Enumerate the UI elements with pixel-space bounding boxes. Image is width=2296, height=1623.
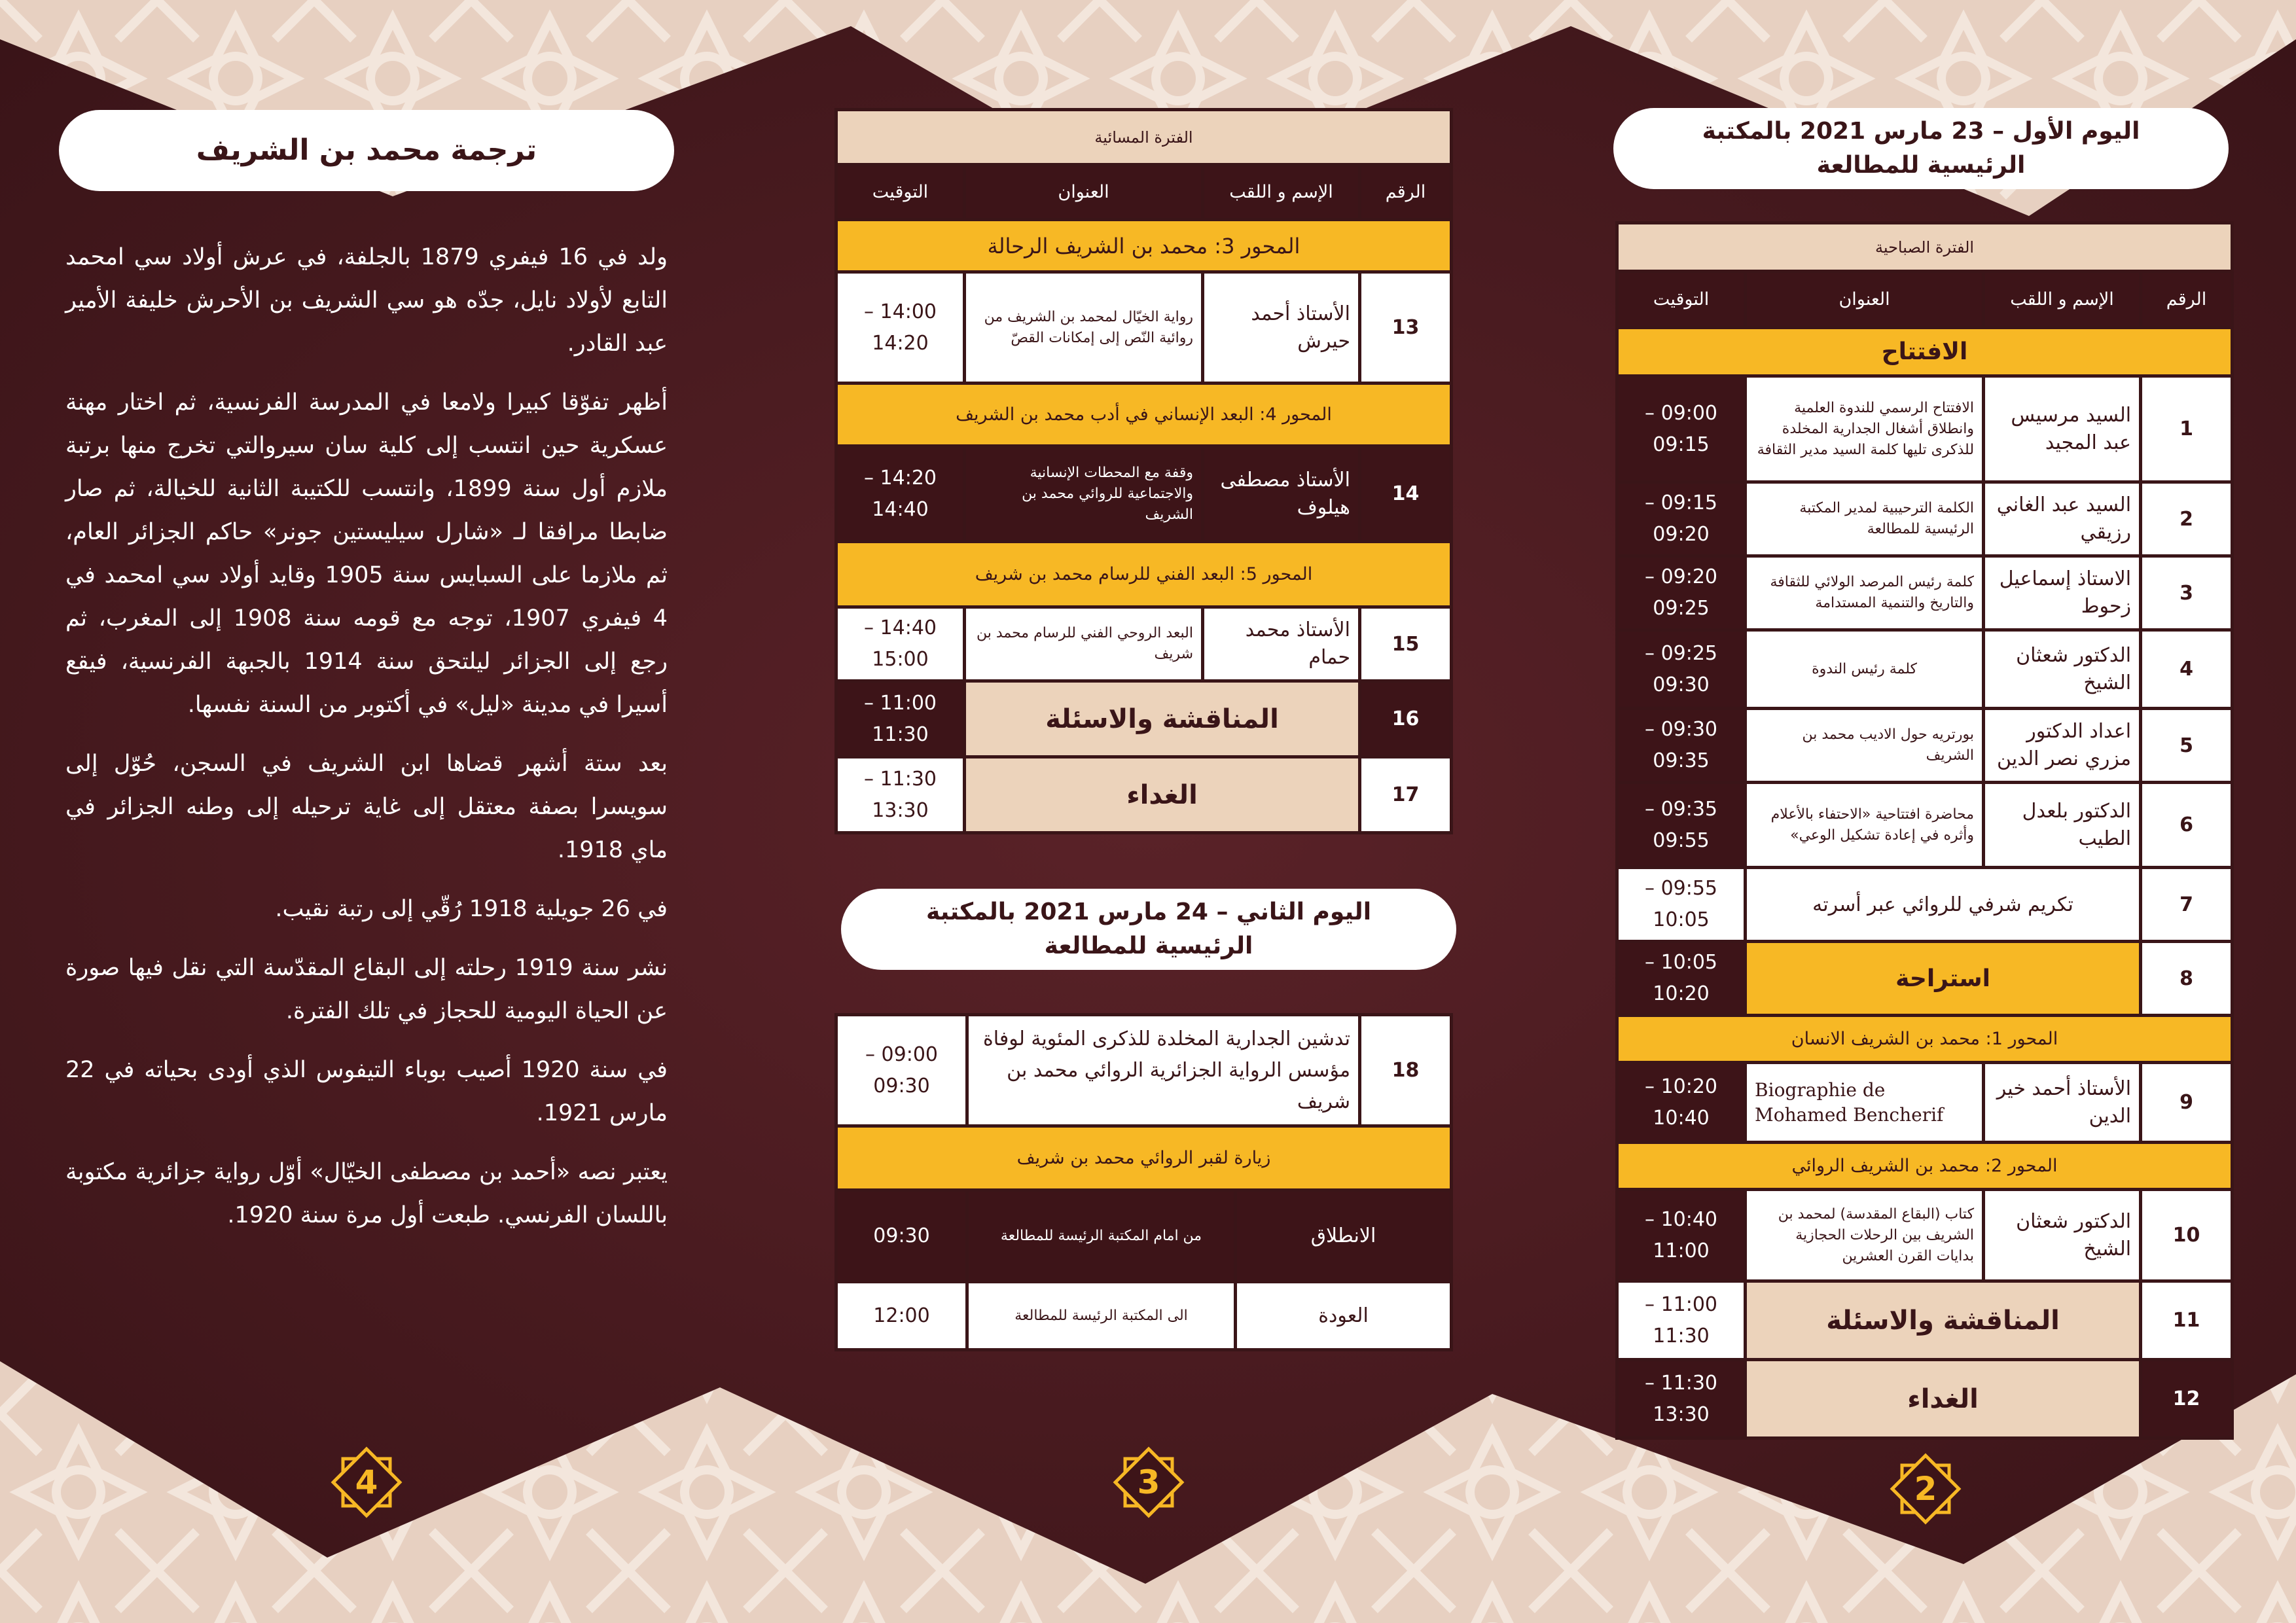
day1-morning-table — [1615, 221, 2234, 1440]
return-label: العودة — [1236, 1282, 1452, 1350]
table-row — [836, 272, 1452, 383]
day2-title-text: اليوم الثاني – 24 مارس 2021 بالمكتبة الرئيسية للمطالعة — [925, 899, 1372, 959]
header-row — [1617, 272, 2233, 328]
row-num: 2 — [2141, 482, 2233, 556]
table-row — [1617, 1063, 2233, 1143]
header-row — [836, 165, 1452, 220]
axis-row — [836, 383, 1452, 446]
row-num: 12 — [2141, 1360, 2233, 1438]
page-number-text: 2 — [1914, 1470, 1937, 1508]
row-num: 13 — [1360, 272, 1452, 383]
table-row — [1617, 783, 2233, 868]
bio-paragraph: ولد في 16 فيفري 1879 بالجلفة، في عرش أولاد سي امحمد التابع لأولاد نايل، جدّه هو سي الشريف بن الأحرش خليفة الأمير عبد القادر. — [65, 244, 668, 357]
table-row — [1617, 376, 2233, 482]
bio-paragraph: نشر سنة 1919 رحلته إلى البقاع المقدّسة التي نقل فيها صورة عن الحياة اليومية للحجاز في تلك الفترة. — [65, 955, 668, 1024]
row-num: 7 — [2141, 868, 2233, 942]
row-time: 11:30 – 13:30 — [836, 757, 965, 833]
break-banner: استراحة — [1746, 942, 2141, 1016]
lunch-cell: الغداء — [965, 757, 1360, 833]
row-time: 11:00 – 11:30 — [836, 681, 965, 757]
row-time: 09:00 – 09:30 — [836, 1015, 967, 1126]
row-time: 09:30 – 09:35 — [1617, 709, 1746, 783]
row-title: Biographie de Mohamed Bencherif — [1746, 1063, 1984, 1143]
header-time: التوقيت — [1617, 272, 1746, 328]
depart-place: من امام المكتبة الرئيسة للمطالعة — [967, 1190, 1236, 1282]
row-title: كتاب (البقاع المقدسة) لمحمد بن الشريف بين الرحلات الحجازية بدايات القرن العشرين — [1746, 1190, 1984, 1281]
row-num: 4 — [2141, 630, 2233, 709]
row-title: كلمة رئيس الندوة — [1746, 630, 1984, 709]
row-num: 1 — [2141, 376, 2233, 482]
header-title: العنوان — [1746, 272, 1984, 328]
row-num: 18 — [1360, 1015, 1452, 1126]
row-num: 16 — [1360, 681, 1452, 757]
row-time: 09:15 – 09:20 — [1617, 482, 1746, 556]
row-num: 15 — [1360, 607, 1452, 681]
session-label: الفترة الصباحية — [1617, 223, 2233, 272]
table-row — [836, 446, 1452, 542]
row-name: الأستاذ مصطفى هيلوف — [1203, 446, 1360, 542]
row-time: 11:30 – 13:30 — [1617, 1360, 1746, 1438]
table-row — [1617, 709, 2233, 783]
bio-paragraph: في سنة 1920 أصيب بوباء التيفوس الذي أودى بحياته في 22 مارس 1921. — [65, 1057, 668, 1126]
row-time: 09:20 – 09:25 — [1617, 556, 1746, 630]
table-row — [1617, 482, 2233, 556]
table-row — [836, 681, 1452, 757]
axis1-label: المحور 1: محمد بن الشريف الانسان — [1617, 1016, 2233, 1063]
row-name: الاستاذ إسماعيل زحوط — [1984, 556, 2141, 630]
page-number-text: 3 — [1137, 1463, 1160, 1501]
row-num: 17 — [1360, 757, 1452, 833]
row-title: بورتريه حول الاديب محمد بن الشريف — [1746, 709, 1984, 783]
row-num: 6 — [2141, 783, 2233, 868]
depart-label: الانطلاق — [1236, 1190, 1452, 1282]
row-num: 9 — [2141, 1063, 2233, 1143]
table-row — [836, 607, 1452, 681]
header-name: الإسم و اللقب — [1984, 272, 2141, 328]
row-name: الدكتور شعثان الشيخ — [1984, 1190, 2141, 1281]
discussion-cell: المناقشة والاسئلة — [1746, 1281, 2141, 1360]
row-time: 14:00 – 14:20 — [836, 272, 965, 383]
row-num: 10 — [2141, 1190, 2233, 1281]
session-row — [836, 110, 1452, 165]
row-name: اعداد الدكتور مزري نصر الدين — [1984, 709, 2141, 783]
row-title: الافتتاح الرسمي للندوة العلمية وانطلاق أشغال الجدارية المخلدة للذكرى تليها كلمة السيد مدير الثقافة — [1746, 376, 1984, 482]
table-row — [836, 1282, 1452, 1350]
row-time: 09:25 – 09:30 — [1617, 630, 1746, 709]
axis-row — [836, 1126, 1452, 1190]
header-name: الإسم و اللقب — [1203, 165, 1360, 220]
session-row — [1617, 223, 2233, 272]
axis-row — [836, 542, 1452, 607]
table-row — [1617, 1360, 2233, 1438]
bio-paragraph: أظهر تفوّقا كبيرا ولامعا في المدرسة الفرنسية، ثم اختار مهنة عسكرية حين انتسب إلى كلية سان سيروالتي تخرج منها برتبة ملازم أول سنة 1899، وانتسب للكتيبة الثانية للخيالة، ثم صار ضابطا مرافقا لـ «شارل سيليستين جونر» حاكم الجزائر العام، ثم ملازما على السبايس سنة 1905 وقايد أولاد سي امحمد في 4 فيفري 1907، توجه مع قومه سنة 1908 إلى المغرب، ثم رجع إلى الجزائر ليلتحق سنة 1914 بالجبهة الفرنسية، فيقع أسيرا في مدينة «ليل» في أكتوبر من السنة نفسها. — [65, 389, 668, 718]
visit-label: زيارة لقبر الروائي محمد بن شريف — [836, 1126, 1452, 1190]
row-time: 09:00 – 09:15 — [1617, 376, 1746, 482]
return-time: 12:00 — [836, 1282, 967, 1350]
bio-paragraph: يعتبر نصه «أحمد بن مصطفى الخيّال» أوّل رواية جزائرية مكتوبة باللسان الفرنسي. طبعت أول مرة سنة 1920. — [65, 1159, 668, 1228]
row-time: 09:35 – 09:55 — [1617, 783, 1746, 868]
table-row — [1617, 1281, 2233, 1360]
bio-title-text: ترجمة محمد بن الشريف — [196, 134, 537, 167]
opening-row — [1617, 328, 2233, 376]
page-number-text: 4 — [355, 1463, 378, 1501]
row-num: 11 — [2141, 1281, 2233, 1360]
row-num: 3 — [2141, 556, 2233, 630]
row-num: 5 — [2141, 709, 2233, 783]
row-title: البعد الروحي الفني للرسام محمد بن شريف — [965, 607, 1203, 681]
row-name: الأستاذ أحمد خير الدين — [1984, 1063, 2141, 1143]
axis-row — [836, 220, 1452, 272]
table-row — [836, 757, 1452, 833]
row-title: وقفة مع المحطات الإنسانية والاجتماعية للروائي محمد بن الشريف — [965, 446, 1203, 542]
row-title: رواية الخيّال لمحمد بن الشريف من روائية النّص إلى إمكانات القصّ — [965, 272, 1203, 383]
row-name: الأستاذ محمد حمام — [1203, 607, 1360, 681]
session-label: الفترة المسائية — [836, 110, 1452, 165]
row-text: تكريم شرفي للروائي عبر أسرته — [1746, 868, 2141, 942]
table-row — [1617, 556, 2233, 630]
day2-table — [834, 1013, 1453, 1351]
bio-text — [65, 236, 668, 1253]
row-title: كلمة رئيس المرصد الولائي للثقافة والتاريخ والتنمية المستدامة — [1746, 556, 1984, 630]
axis3-label: المحور 3: محمد بن الشريف الرحالة — [836, 220, 1452, 272]
return-place: الى المكتبة الرئيسة للمطالعة — [967, 1282, 1236, 1350]
page-number-4 — [331, 1446, 403, 1518]
row-num: 8 — [2141, 942, 2233, 1016]
lunch-cell: الغداء — [1746, 1360, 2141, 1438]
axis4-label: المحور 4: البعد الإنساني في أدب محمد بن الشريف — [836, 383, 1452, 446]
row-title: محاضرة افتتاحية «الاحتفاء بالأعلام وأثره في إعادة تشكيل الوعي» — [1746, 783, 1984, 868]
bio-paragraph: في 26 جويلية 1918 رُقّي إلى رتبة نقيب. — [275, 896, 668, 922]
opening-banner: الافتتاح — [1617, 328, 2233, 376]
bio-paragraph: بعد ستة أشهر قضاها ابن الشريف في السجن، حُوّل إلى سويسرا بصفة معتقل إلى غاية ترحيله إلى وطنه الجزائر في ماي 1918. — [65, 751, 668, 863]
row-name: السيد مرسيس عبد المجيد — [1984, 376, 2141, 482]
row-name: الدكتور بلعدل الطيب — [1984, 783, 2141, 868]
evening-table — [834, 108, 1453, 834]
day2-title — [841, 889, 1456, 970]
row-time: 09:55 – 10:05 — [1617, 868, 1746, 942]
header-num: الرقم — [1360, 165, 1452, 220]
axis-row — [1617, 1143, 2233, 1190]
header-time: التوقيت — [836, 165, 965, 220]
row-time: 10:05 – 10:20 — [1617, 942, 1746, 1016]
table-row — [1617, 942, 2233, 1016]
header-num: الرقم — [2141, 272, 2233, 328]
table-row — [1617, 1190, 2233, 1281]
row-time: 10:40 – 11:00 — [1617, 1190, 1746, 1281]
axis2-label: المحور 2: محمد بن الشريف الروائي — [1617, 1143, 2233, 1190]
row-title: الكلمة الترحيبية لمدير المكتبة الرئيسية للمطالعة — [1746, 482, 1984, 556]
page-number-3 — [1113, 1446, 1185, 1518]
depart-time: 09:30 — [836, 1190, 967, 1282]
day1-title — [1613, 108, 2229, 189]
row-time: 14:40 – 15:00 — [836, 607, 965, 681]
page-number-2 — [1890, 1453, 1962, 1525]
table-row — [836, 1015, 1452, 1126]
row-num: 14 — [1360, 446, 1452, 542]
row-time: 10:20 – 10:40 — [1617, 1063, 1746, 1143]
axis-row — [1617, 1016, 2233, 1063]
table-row — [1617, 868, 2233, 942]
header-title: العنوان — [965, 165, 1203, 220]
row-time: 11:00 – 11:30 — [1617, 1281, 1746, 1360]
table-row — [836, 1190, 1452, 1282]
table-row — [1617, 630, 2233, 709]
discussion-cell: المناقشة والاسئلة — [965, 681, 1360, 757]
row-name: الأستاذ أحمد حيرش — [1203, 272, 1360, 383]
axis5-label: المحور 5: البعد الفني للرسام محمد بن شريف — [836, 542, 1452, 607]
row-text: تدشين الجدارية المخلدة للذكرى المئوية لوفاة مؤسس الرواية الجزائرية الروائي محمد بن شريف — [967, 1015, 1360, 1126]
day1-title-text: اليوم الأول – 23 مارس 2021 بالمكتبة الرئيسية للمطالعة — [1702, 118, 2140, 179]
row-name: الدكتور شعثان الشيخ — [1984, 630, 2141, 709]
row-name: السيد عبد الغاني رزيقي — [1984, 482, 2141, 556]
bio-title — [59, 110, 674, 191]
row-time: 14:20 – 14:40 — [836, 446, 965, 542]
